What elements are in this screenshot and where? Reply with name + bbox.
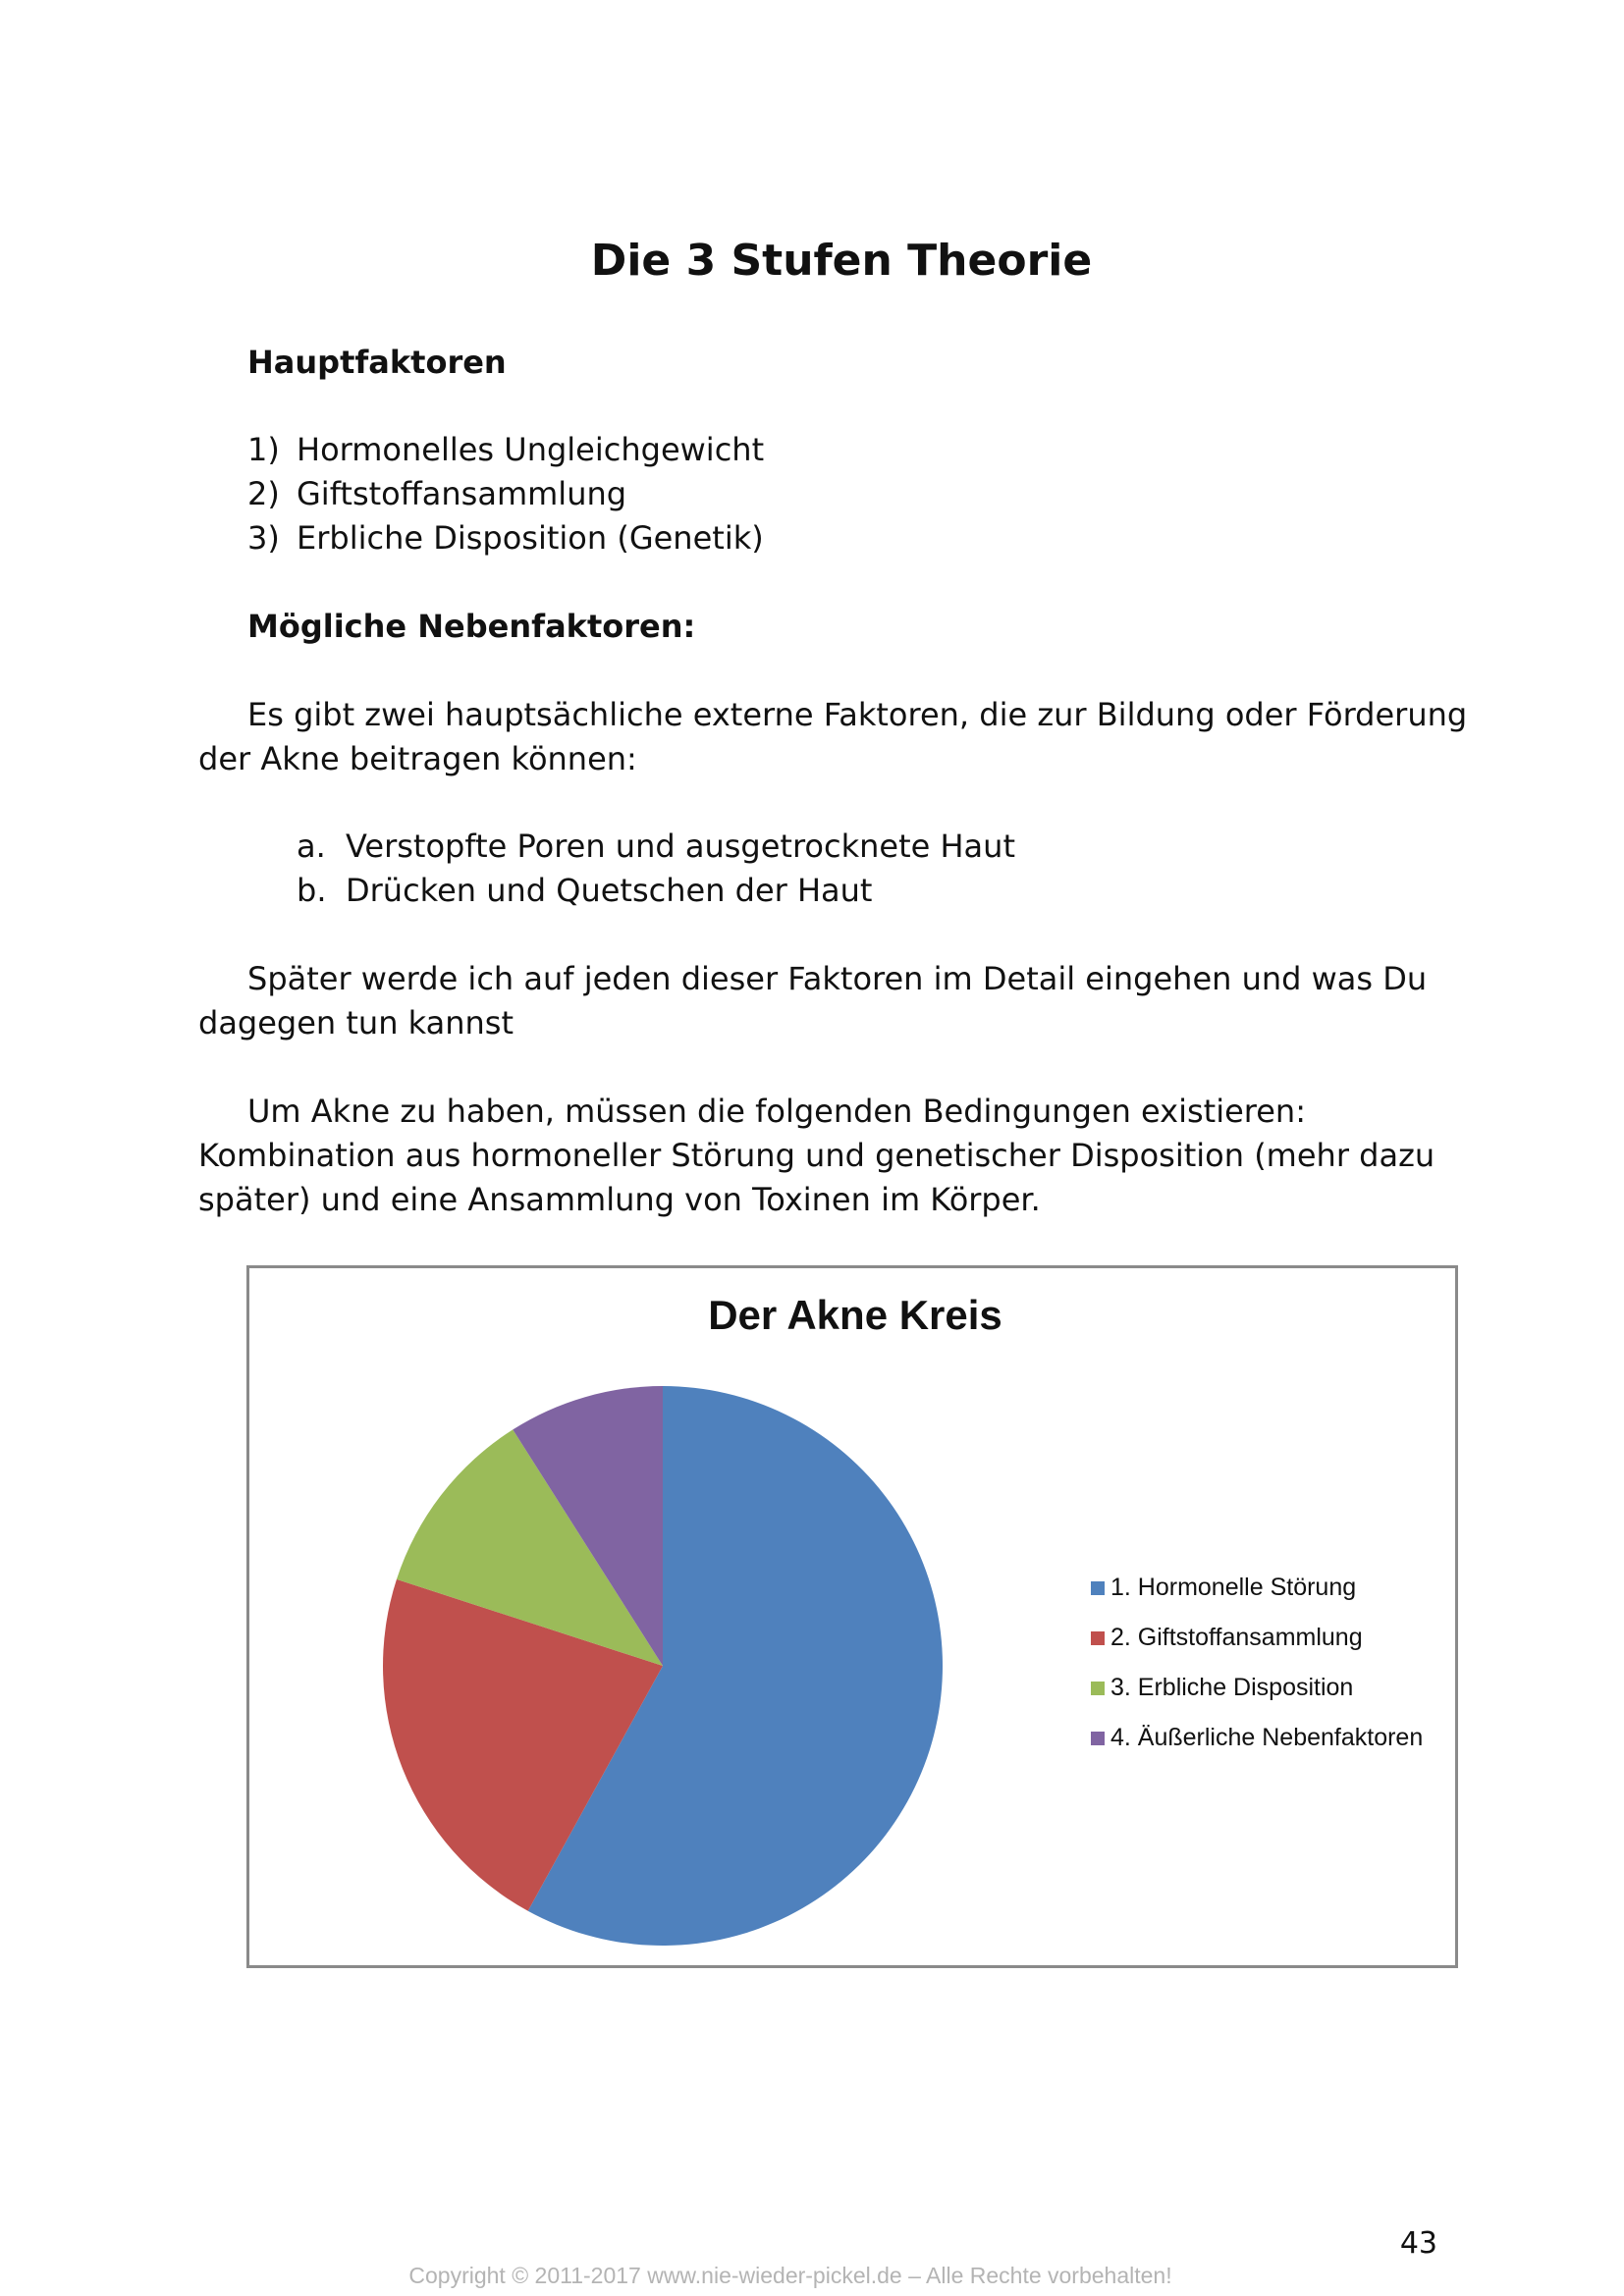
legend-swatch xyxy=(1091,1732,1105,1745)
paragraph-line: dagegen tun kannst xyxy=(198,1004,514,1041)
paragraph-conditions xyxy=(198,1090,1475,1222)
list-item-text: Giftstoffansammlung xyxy=(297,475,627,512)
list-item-number: 3) xyxy=(247,519,280,557)
list-item-number: b. xyxy=(297,872,327,909)
legend-label: 2. Giftstoffansammlung xyxy=(1110,1624,1363,1651)
paragraph-line: Kombination aus hormoneller Störung und genetischer Disposition (mehr dazu xyxy=(198,1137,1435,1174)
paragraph-line: Es gibt zwei hauptsächliche externe Faktoren, die zur Bildung oder Förderung xyxy=(247,696,1468,733)
pie-chart xyxy=(246,1265,1458,1968)
list-item xyxy=(247,516,764,561)
paragraph-line: Später werde ich auf jeden dieser Faktoren im Detail eingehen und was Du xyxy=(247,960,1428,997)
page-number: 43 xyxy=(1399,2226,1437,2261)
legend-item xyxy=(1091,1713,1423,1763)
list-item xyxy=(297,825,1015,869)
list-item xyxy=(297,869,1015,913)
list-item-number: 2) xyxy=(247,475,280,512)
legend-swatch xyxy=(1091,1682,1105,1695)
legend-label: 3. Erbliche Disposition xyxy=(1110,1674,1354,1701)
paragraph-external-factors xyxy=(198,693,1475,781)
paragraph-details xyxy=(198,957,1475,1045)
list-item-number: a. xyxy=(297,828,326,865)
main-factors-list xyxy=(247,428,764,561)
copyright-footer: Copyright © 2011-2017 www.nie-wieder-pickel.de – Alle Rechte vorbehalten! xyxy=(408,2263,1172,2288)
legend-swatch xyxy=(1091,1631,1105,1645)
page-title: Die 3 Stufen Theorie xyxy=(590,236,1093,286)
list-item-text: Verstopfte Poren und ausgetrocknete Haut xyxy=(346,828,1015,865)
legend-swatch xyxy=(1091,1581,1105,1595)
chart-legend xyxy=(1091,1563,1423,1763)
paragraph-line: der Akne beitragen können: xyxy=(198,740,637,777)
list-item-text: Drücken und Quetschen der Haut xyxy=(346,872,873,909)
paragraph-line: später) und eine Ansammlung von Toxinen im Körper. xyxy=(198,1181,1041,1218)
main-factors-heading: Hauptfaktoren xyxy=(247,344,507,381)
list-item-text: Erbliche Disposition (Genetik) xyxy=(297,519,764,557)
list-item-text: Hormonelles Ungleichgewicht xyxy=(297,431,765,468)
chart-title: Der Akne Kreis xyxy=(708,1292,1002,1338)
legend-label: 1. Hormonelle Störung xyxy=(1110,1574,1357,1601)
side-factors-heading: Mögliche Nebenfaktoren: xyxy=(247,608,696,645)
side-factors-list xyxy=(297,825,1015,913)
list-item xyxy=(247,428,764,472)
legend-item xyxy=(1091,1663,1423,1713)
legend-item xyxy=(1091,1563,1423,1613)
list-item xyxy=(247,472,764,516)
legend-item xyxy=(1091,1613,1423,1663)
legend-label: 4. Äußerliche Nebenfaktoren xyxy=(1110,1724,1424,1751)
paragraph-line: Um Akne zu haben, müssen die folgenden Bedingungen existieren: xyxy=(247,1093,1306,1130)
list-item-number: 1) xyxy=(247,431,280,468)
